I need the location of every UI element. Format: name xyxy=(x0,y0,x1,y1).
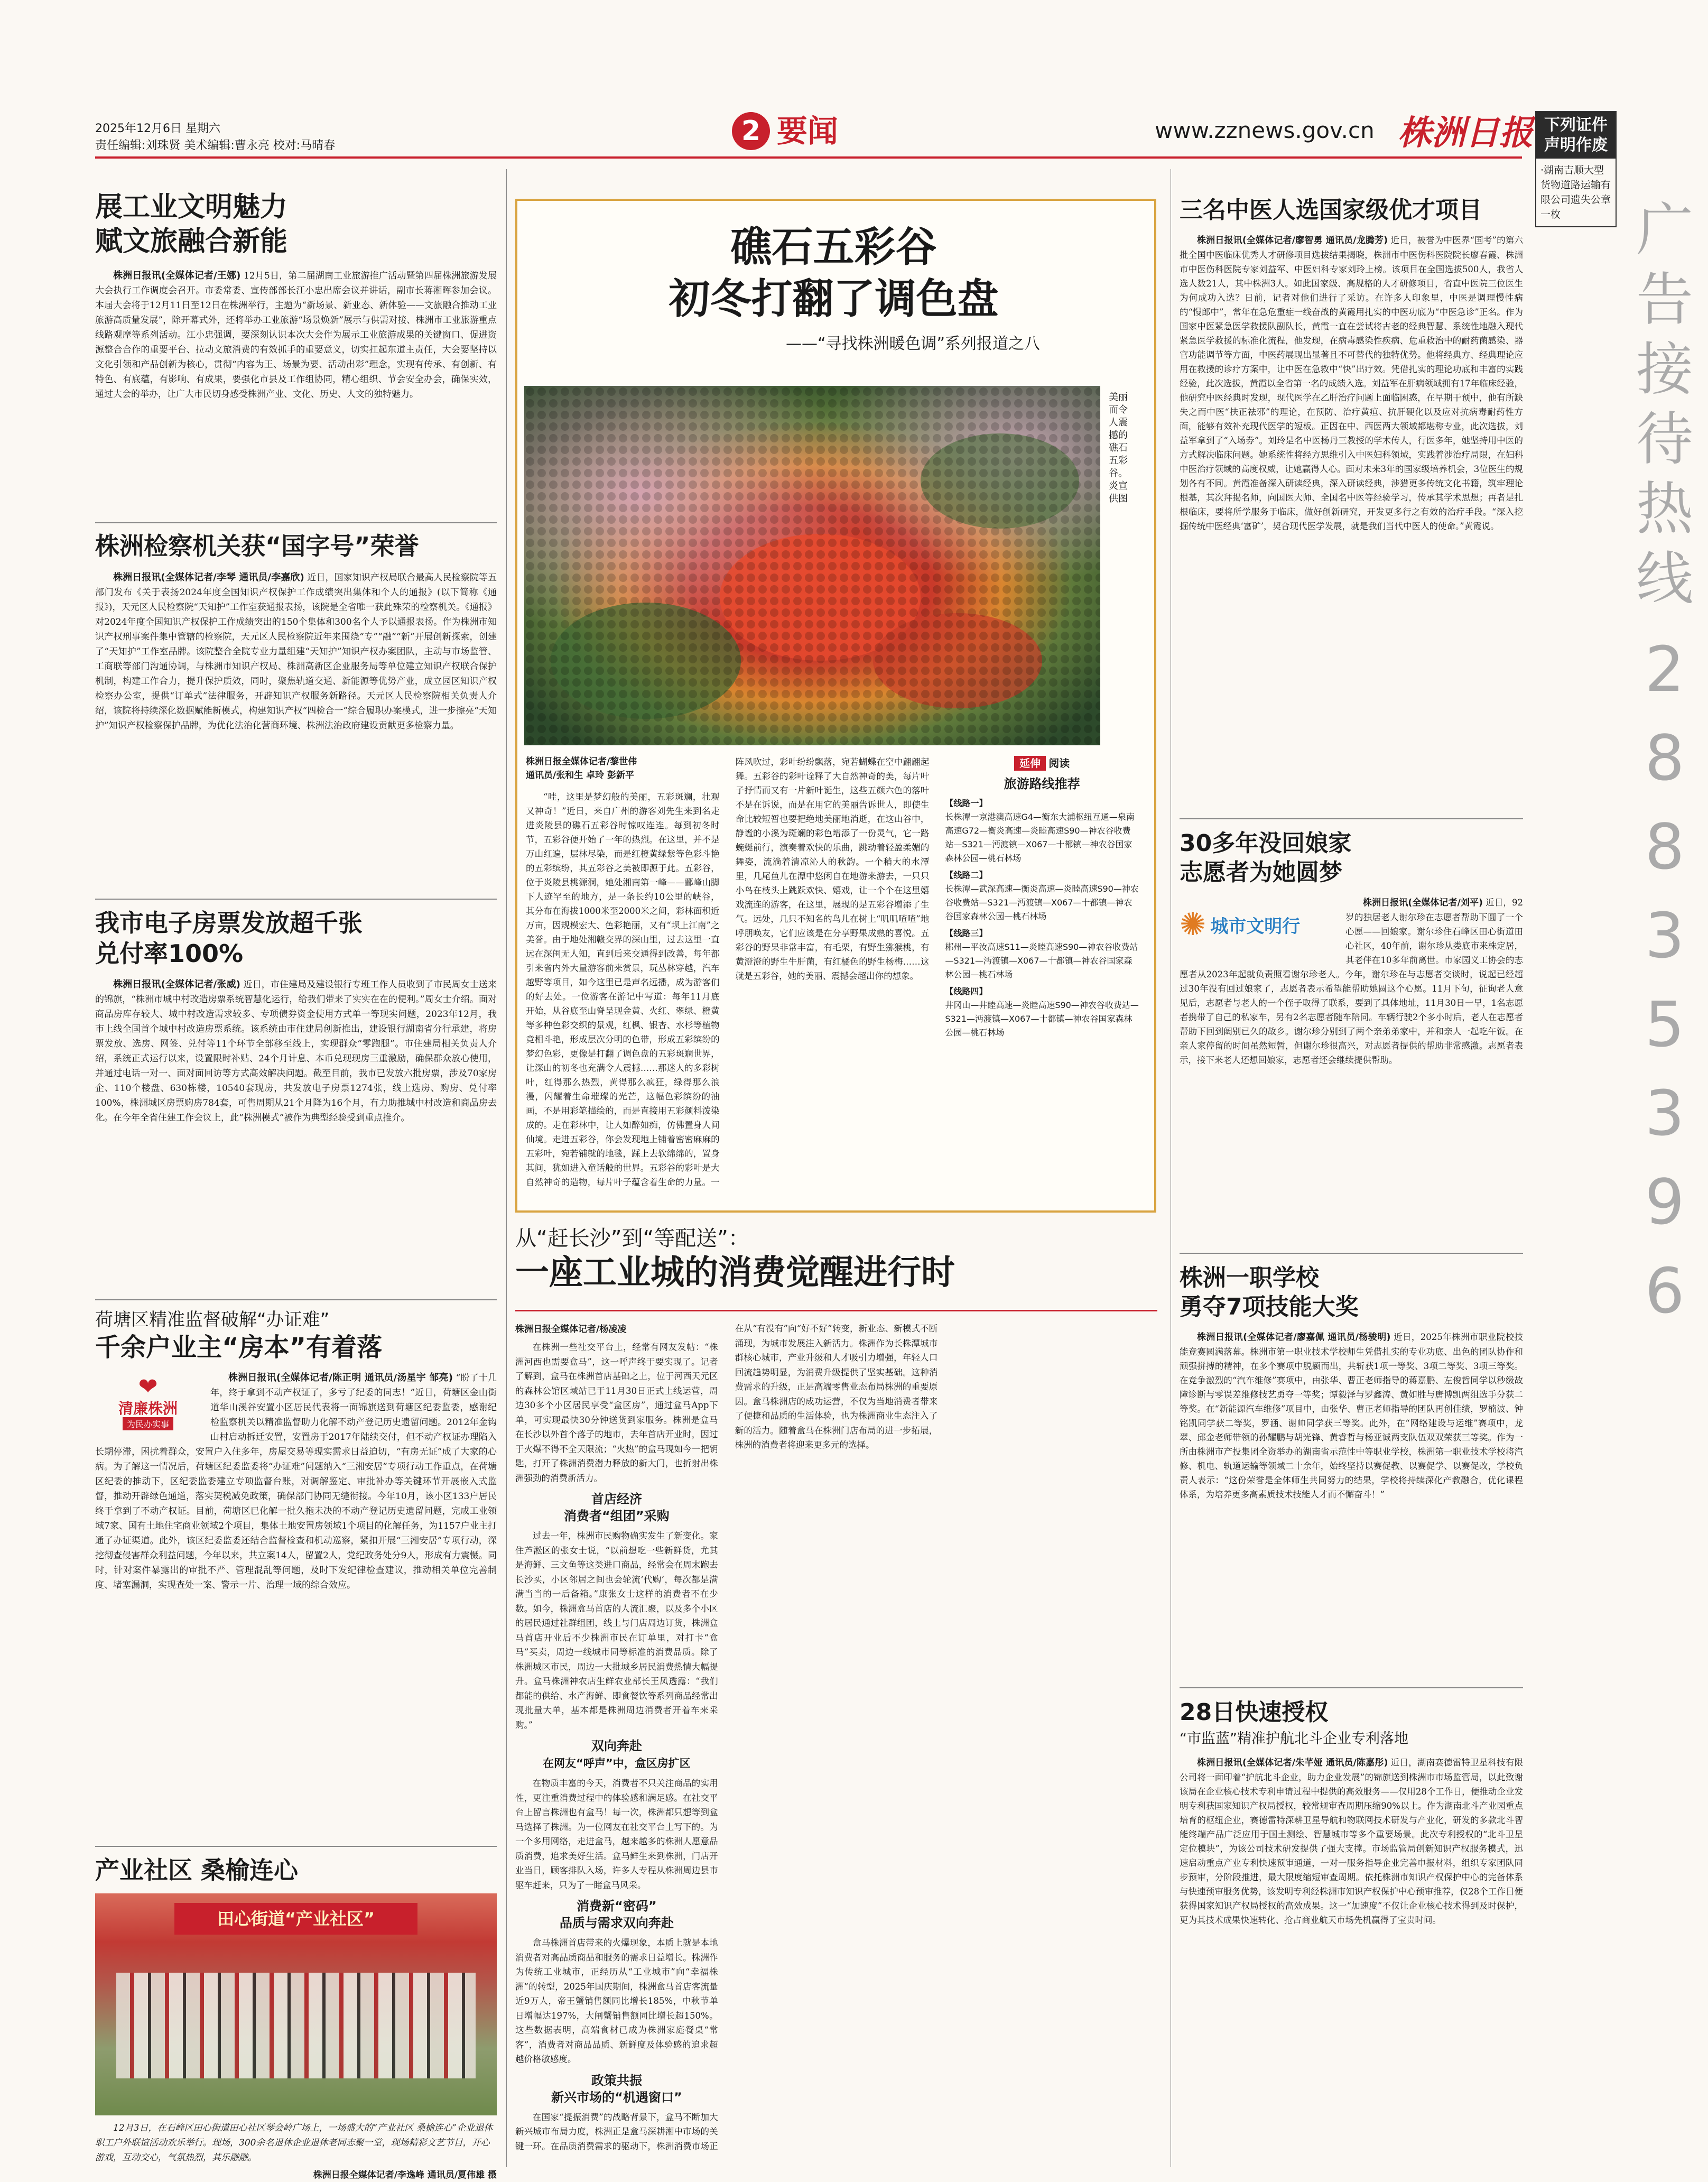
routes-box xyxy=(945,755,1139,1040)
sub4-second: 新兴市场的“机遇窗口” xyxy=(551,2089,682,2105)
route-name: 【线路二】 xyxy=(945,870,988,880)
article-consumption xyxy=(515,1225,1157,1303)
route-text: 井冈山—井睦高速—炎睦高速S90—神农谷收费站—S321—沔渡镇—X067—十都镇—神农谷国家森林公园—桃石林场 xyxy=(945,1000,1139,1038)
page-number-badge: 2 xyxy=(732,112,770,150)
community-photo-caption: 12月3日，在石峰区田心街道田心社区琴会岭广场上，一场盛大的“产业社区 桑榆连心”企业退休职工户外联谊活动欢乐举行。现场，300余名退休企业退休老同志聚一堂，现场精彩文艺节目，开心游戏，互动交心，气氛热烈，其乐融融。 xyxy=(95,2122,493,2163)
article-consumption-body-2: 过去一年，株洲市民购物确实发生了新变化。家住芦淞区的张女士说，“以前想吃一些新鲜货，尤其是海鲜、三文鱼等这类进口商品，经常会在周末跑去长沙买，小区邻居之间也会轮流‘代购’，每次都是满满当当的一后备箱。”康张女士这样的消费者不在少数。如今，株洲盒马首店的人流汇聚，以及多个小区的居民通过社群组团，线上与门店周边订货，株洲盒马首店开业后不少株洲市民在订单里，对打卡“盒马”买卖，周边一线城市同等标准的消费品质。除了株洲城区市民，周边一大批城乡居民消费热情大幅提升。盒马株洲神农店生鲜农业部长王凤透露：“我们都能的供给、水产海鲜、即食餐饮等系列商品经常出现批量大单，基本都是株洲周边消费者开着车来采购。” xyxy=(515,1531,718,1730)
route-item xyxy=(945,797,1139,865)
divider xyxy=(1180,1687,1523,1688)
column-separator xyxy=(506,169,507,2167)
article-consumption-body-3: 在物质丰富的今天，消费者不只关注商品的实用性，更注重消费过程中的体验感和满足感。在社交平台上留言株洲也有盒马！每一次，株洲都只想等到盒马选择了株洲。为一位网友在社交平台上写下的。为一个多用网络，走进盒马，越来越多的株洲人愿意品质消费，追求美好生活。盒马鲜生来到株洲，门店开业当日，顾客排队入场，许多人专程从株洲周边县市驱车赶来，只为了一睹盒马风采。 xyxy=(515,1778,718,1890)
article-consumption-body-4: 盒马株洲首店带来的火爆现象，本质上就是本地消费者对高品质商品和服务的需求日益增长。株洲作为传统工业城市，正经历从“工业城市”向“幸福株洲”的转型，2025年国庆期间，株洲盒马首店客流量近9万人，帝王蟹销售额同比增长185%，中秋节单日增幅达197%，大闸蟹销售额同比增长超150%。这些数据表明，高端食材已成为株洲家庭餐桌“常客”，消费者对商品品质、新鲜度及体验感的追求超越价格敏感度。 xyxy=(515,1938,718,2064)
divider xyxy=(95,1846,497,1847)
sub2-main: 双向奔赴 xyxy=(591,1739,642,1753)
sub4-main: 政策共振 xyxy=(591,2073,642,2088)
page-section-label: 要闻 xyxy=(777,113,839,149)
sub2-second: 在网友“呼声”中，盒区房扩区 xyxy=(543,1757,691,1770)
feature-body: “哇，这里是梦幻般的美丽，五彩斑斓，壮观又神奇！”近日，来自广州的游客刘先生来到名走进炎陵县的礁石五彩谷时惊叹连连。每到初冬时节，五彩谷便开始了一年的热烈。在这里，并不是万山红遍，层林尽染，而是红橙黄绿紫等色彩斗艳的五彩缤纷，其五彩谷之美被即源于此。五彩谷，位于炎陵县桃源洞，她处湘南第一峰——酃峰山脚下人迹罕至的地方，是一条长约10公里的峡谷，其分布在海拔1000米至2000米之间，彩林面积近万亩，因规模宏大、色彩艳丽，又有“坝上江南”之美誉。由于地处湘赣交界的深山里，过去这里一直远在深闺无人知，直到后来交通得到改善，每年都引来省内外大量游客前来赏景，玩丛林穿越，汽车越野等项目，如今这里已是声名远播，成为游客们的好去处。一位游客在游记中写道：每年11月底开始，从谷底至山脊呈现金黄、火红、翠绿、橙黄等多种色彩交织的景观，红枫、银杏、水杉等植物竞相斗艳，形成层次分明的色带，形成五彩缤纷的梦幻色彩，更像是打翻了调色盘的五彩斑斓世界，让深山的初冬也充满令人震撼……那迷人的多彩树叶，红得那么热烈，黄得那么疯狂，绿得那么浪漫，闪耀着生命璀璨的光芒，这幅色彩缤纷的油画，不是用彩笔描绘的，而是直接用五彩颜料泼染成的。走在彩林中，让人如醉如痴，仿佛置身人间仙境。走进五彩谷，你会发现地上铺着密密麻麻的五彩叶，宛若铺就的地毯，踩上去软绵绵的，置身其间，犹如进入童话般的世界。五彩谷的彩叶是大自然神奇的造物，每片叶子蕴含着生命的力量。一阵风吹过，彩叶纷纷飘落，宛若蝴蝶在空中翩翩起舞。五彩谷的彩叶诠释了大自然神奇的美，每片叶子抒情而又有一片新叶诞生，这些五颜六色的落叶不是在诉说，而是在用它的美丽告诉世人，即使生命比较短暂也要把绝地美丽地消逝，在这山谷中，静谧的小溪为斑斓的彩色增添了一份灵气，它一路蜿蜒前行，演奏着欢快的乐曲，跳动着轻盈柔媚的舞姿，流淌着清凉沁人的秋韵。一个稍大的水潭里，几尾鱼儿在潭中悠闲自在地游来游去，一只只小鸟在枝头上跳跃欢快、嬉戏，让一个个在这里嬉戏流连的游客，在这里，展现的是五彩谷增添了生气。远处，几只不知名的鸟儿在树上“叽叽喳喳”地呼朋唤友，它们应该是在分享野果成熟的喜悦。五彩谷的野果非常丰富，有毛栗，有野生猕猴桃，有黄澄澄的野生牛肝菌，有红橘色的野生杨梅……这就是五彩谷，她的美丽、震撼会超出你的想象。 xyxy=(526,757,930,1187)
article-consumption-byline: 株洲日报全媒体记者/杨凌凌 xyxy=(515,1324,627,1335)
article-tcm xyxy=(1180,196,1523,533)
article-consumption-title: 一座工业城的消费觉醒进行时 xyxy=(515,1253,955,1292)
article-patent-body: 近日，湖南赛德雷特卫星科技有限公司将一面印着“护航北斗企业，助力企业发展”的锦旗送到株洲市市场监管局，以此致谢该局在企业核心技术专利申请过程中提供的高效服务——仅用28个工作日，便推动企业发明专利获国家知识产权局授权，较常规审查周期压缩90%以上。作为湖南北斗产业园重点培育的枢纽企业，赛德雷特深耕卫星导航和物联网技术研发与产业化，研发的多款北斗智能终端产品广泛应用于国土测绘、智慧城市等多个重要场景。此次专利授权的“北斗卫星定位模块”，为该公司技术研发提供了强大支撑。市场监管局创新知识产权服务模式，迅速启动重点产业专利快速预审通道，一对一服务指导企业完善申报材料，组织专家团队同步预审，分阶段推进，最大限度缩短审查周期。依托株洲市知识产权保护中心的完备体系与快速预审服务优势，该发明专利经株洲市知识产权保护中心预审推荐，仅28个工作日便获得国家知识产权局授权的高效成果。这一“加速度”不仅让企业核心技术得到及时保护，更为其技术成果快速转化、抢占商业航天市场先机赢得了宝贵时间。 xyxy=(1180,1757,1524,1925)
article-consumption-body-5: 在国家“提振消费”的战略背景下，盒马不断加大新兴城市布局力度，株洲正是盒马深耕湘中市场的关键一环。在品质消费需求的驱动下，株洲消费市场正在从“有没有”向“好不好”转变，新业态、新模式不断涌现，为城市发展注入新活力。株洲作为长株潭城市群核心城市，产业升级和人才吸引力增强，年轻人口回流趋势明显，为消费升级提供了坚实基础。这种消费需求的升级，正是高端零售业态布局株洲的重要原因。盒马株洲店的成功运营，不仅为当地消费者带来了便捷和品质的生活体验，也为株洲商业生态注入了新的活力。随着盒马在株洲门店布局的进一步拓展，株洲的消费者将迎来更多元的选择。 xyxy=(515,1324,938,2151)
feature-title-1: 礁石五彩谷 xyxy=(730,224,937,271)
article-patent-title: 28日快速授权 xyxy=(1180,1699,1329,1726)
sub3-second: 品质与需求双向奔赴 xyxy=(559,1916,674,1930)
article-school-title-1: 株洲一职学校 xyxy=(1180,1264,1319,1291)
article-patent-subtitle: “市监蓝”精准护航北斗企业专利落地 xyxy=(1180,1731,1408,1747)
article-volunteer-title-1: 30多年没回娘家 xyxy=(1180,830,1352,857)
article-hetang-body: “盼了十几年，终于拿到不动产权证了，多亏了纪委的同志！”近日，荷塘区金山街道华山溪谷安置小区居民代表将一面锦旗送到荷塘区纪委监委，感谢纪检监察机关以精准监督助力化解不动产登记历史遗留问题。2012年金钩山村启动拆迁安置，安置房于2017年陆续交付，但不动产权证办理陷入长期停滞，困扰着群众，安置户入住多年，房屋交易等现实需求日益迫切，“有房无证”成了大家的心病。为了解这一情况后，荷塘区纪委监委将“办证难”问题纳入“三湘安居”专项行动工作重点，在荷塘区纪委的推动下，区纪委监委建立专项监督台账，对调解鉴定、审批补办等关键环节开展嵌入式监督，推动开辟绿色通道，落实契税减免政策，确保部门协同无缝衔接。今年10月，该小区133户居民终于拿到了不动产权证。目前，荷塘区已化解一批久拖未决的不动产登记历史遗留问题，完成工业领域7家、国有土地住宅商业领域2个项目，集体土地安置房领域1个项目的化解任务，为1157户业主打通了办证渠道。此外，该区纪委监委还结合监督检查和机动巡察，紧扣开展“三湘安居”专项行动，深挖彻查侵害群众利益问题，今年以来，共立案14人，留置2人，党纪政务处分9人，形成有力震慑。同时，针对案件暴露出的审批不严、管理混乱等问题，及时下发纪律检查建议，推动相关单位完善制度、堵塞漏洞，实现查处一案、警示一片、治理一域的综合效应。 xyxy=(95,1372,497,1591)
route-name: 【线路四】 xyxy=(945,986,988,996)
civic-logo-text: 城市文明行 xyxy=(1210,916,1301,937)
notice-title: 下列证件声明作废 xyxy=(1536,112,1616,159)
ad-hotline xyxy=(1633,196,1696,1940)
clean-zhuzhou-logo-text: 清廉株洲 xyxy=(118,1399,178,1417)
article-procuratorate xyxy=(95,531,497,733)
article-tcm-body: 近日，被誉为中医界“国考”的第六批全国中医临床优秀人才研修项目选拔结果揭晓，株洲市中医伤科医院院长廖春霞、株洲市中医伤科医院专家刘益军、中医妇科专家刘玲上榜。该项目在全国选拔500人，我省人选人数21人，其中株洲3人。如此国家级、高规格的人才研修项目，省直中医院三位医生为何成功入选？日前，记者对他们进行了采访。在许多人印象里，中医是调理慢性病的“慢郎中”，常年在急危重症一线奋战的黄霞用扎实的中医功底为“中医急诊”正名。作为国家中医紧急医学救援队副队长，黄霞一直在尝试将古老的经典智慧、系统性地融入现代紧急医学救援的标准化流程，他发现，在病毒感染性疾病、危重救治中的耐药菌感染、器官功能调节等方面，中医药展现出显著且不可替代的独特优势。他将经典方、经典理论应用在救援的诊疗方案中，让中医在急救中“快”出疗效。凭借扎实的理论功底和丰富的实践经验，此次选拔，黄霞以全省第一名的成绩入选。刘益军在肝病领域拥有17年临床经验，他研究中医经典时发现，现代医学在乙肝治疗问题上面临困惑，在早期干预中，他有所缺失之而中医“扶正祛邪”的理论，在预防、治疗黄疸、抗肝硬化以及应对抗病毒耐药性方面，能够有效补充现代医学的短板。正因在中、西医两大领域都堪称专业，此次选拔，刘益军拿到了“入场券”。刘玲是名中医杨丹三教授的学术传人，行医多年，她坚持用中医的方式解决临床问题。她系统性将经方思维引入中医妇科领域，实践着涉治疗局限，在妇科中医治疗领域的高度权威，让她赢得人心。面对未来3年的国家级培养机会，3位医生的规划各有不同。黄霞准备深入研读经典，深入研读经典，涉猎更多传统文化书籍，筑牢理论根基，其次拜揭名师，向国医大师、全国名中医等经验学习，传承其学术思想；再者是扎根临床，要将所学服务于临床，做好创新研究，开发更多行之有效的治疗手段。“深入挖掘传统中医经典‘富矿’，契合现代医学发展，就是我们当代中医人的使命。”黄霞说。 xyxy=(1180,235,1524,531)
routes-tag: 延伸 xyxy=(1014,756,1046,771)
ad-phone: 28835396 xyxy=(1645,633,1685,1327)
article-consumption-sub-4 xyxy=(515,2072,718,2106)
article-tickets-body: 近日，市住建局及建设银行专班工作人员收到了市民周女士送来的锦旗，“株洲市城中村改造房票系统智慧化运行，给我们带来了实实在在的便利。”周女士介绍。面对商品房库存较大、城中村改造需求较多、专项债券资金使用方式单一等现实问题，2023年12月，我市上线全国首个城中村改造房票系统。该系统由市住建局创新推出，建设银行湖南省分行承建，将房票发放、选房、网签、兑付等11个环节全部移至线上，实现群众“零跑腿”。市住建局相关负责人介绍，系统正式运行以来，设置限时补贴、24个月计息、本币兑现现房三重激励，确保群众放心使用，并通过电话一对一、面对面回访等方式高效解决问题。截至目前，我市已发放六批房票，涉及70家房企、110个楼盘、630栋楼，10540套现房，共发放电子房票1274张，线上选房、购房、兑付率100%，株洲城区房票购房784套，可售周期从21个月降为16个月，有力助推城中村改造和商品房去化。在今年全省住建工作会议上，此“株洲模式”被作为典型经验受到重点推介。 xyxy=(95,979,497,1123)
sub3-main: 消费新“密码” xyxy=(577,1899,657,1913)
feature-text-area xyxy=(526,755,1139,1199)
route-name: 【线路三】 xyxy=(945,928,988,938)
article-industry xyxy=(95,190,497,402)
sub1-second: 消费者“组团”采购 xyxy=(564,1509,670,1523)
article-volunteer-byline: 株洲日报讯(全媒体记者/刘平) xyxy=(1363,898,1483,908)
divider xyxy=(95,899,497,900)
article-school-byline: 株洲日报讯(全媒体记者/廖嘉佩 通讯员/杨骏明) xyxy=(1197,1332,1391,1343)
article-tickets-title-2: 兑付率100% xyxy=(95,939,244,968)
article-industry-byline: 株洲日报讯(全媒体记者/王娜) xyxy=(113,270,241,281)
article-procuratorate-title: 株洲检察机关获“国字号”荣誉 xyxy=(95,532,419,560)
route-item xyxy=(945,927,1139,982)
feature-byline-1: 株洲日报全媒体记者/黎世伟 xyxy=(526,756,637,767)
route-item xyxy=(945,985,1139,1040)
paper-logo: 株洲日报 xyxy=(1398,113,1533,153)
masthead-rule xyxy=(95,156,1522,159)
article-procuratorate-byline: 株洲日报讯(全媒体记者/李琴 通讯员/李嘉欣) xyxy=(113,571,304,583)
article-hetang-kicker: 荷塘区精准监督破解“办证难” xyxy=(95,1309,330,1330)
article-school-title-2: 勇夺7项技能大奖 xyxy=(1180,1293,1359,1320)
divider xyxy=(1180,818,1523,819)
divider xyxy=(95,522,497,523)
community-photo-credit: 株洲日报全媒体记者/李逸峰 通讯员/夏伟雄 摄 xyxy=(313,2169,497,2180)
heart-icon: ❤ xyxy=(138,1373,158,1400)
issue-date: 2025年12月6日 星期六 xyxy=(95,122,220,135)
divider xyxy=(1180,1253,1523,1254)
article-procuratorate-body: 近日，国家知识产权局联合最高人民检察院等五部门发布《关于表扬2024年度全国知识产权保护工作成绩突出集体和个人的通报》(以下简称《通报》)，天元区人民检察院“天知护”工作室获通报表扬，该院是全省唯一获此殊荣的检察机关。《通报》对2024年度全国知识产权保护工作成绩突出的150个集体和300名个人予以通报表扬。作为株洲市知识产权刑事案件集中管辖的检察院，天元区人民检察院近年来围绕“专”“融”“新”开展创新探索，创建了“天知护”工作室品牌。该院整合全院专业力量组建“天知护”知识产权办案团队，主动与市场监管、工商联等部门沟通协调，与株洲市知识产权局、株洲高新区企业服务局等单位建立知识产权联合保护机制，构建工作合力，提升保护质效，同时，聚焦轨道交通、新能源等优势产业，成立园区知识产权检察办公室，提供“订单式”法律服务，开辟知识产权服务新路径。天元区人民检察院相关负责人介绍，该院将持续深化数据赋能新模式，构建知识产权“四检合一”综合履职办案模式，进一步擦亮“天知护”知识产权检察保护品牌，为优化法治化营商环境、株洲法治政府建设贡献更多检察力量。 xyxy=(95,572,497,731)
route-text: 长株潭—武深高速—衡炎高速—炎睦高速S90—神农谷收费站—S321—沔渡镇—X067—十都镇—神农谷国家森林公园—桃石林场 xyxy=(945,884,1139,921)
clean-zhuzhou-logo-sub: 为民办实事 xyxy=(123,1417,173,1430)
notice-body: ·湖南吉顺大型货物道路运输有限公司遗失公章一枚 xyxy=(1540,164,1611,220)
feature-subtitle: ——“寻找株洲暖色调”系列报道之八 xyxy=(785,335,1041,353)
civic-logo xyxy=(1180,895,1338,954)
routes-list xyxy=(945,797,1139,1040)
article-school-body: 近日，2025年株洲市职业院校技能竞赛圆满落幕。株洲市第一职业技术学校师生凭借扎实的专业功底、出色的团队协作和顽强拼搏的精神，在多个赛项中脱颖而出，共斩获1项一等奖、3项二等奖、3项三等奖。在竞争激烈的“汽车维修”赛项中，由张华、曹正老师指导的蒋嘉鹏、左俊哲同学以秒级故障诊断与零误差维修技艺勇夺一等奖；谭毅泽与罗鑫涛、黄如胜与唐博凯两组选手分获二等奖。在“新能源汽车维修”项目中，由张华、曹正老师指导的团队再创佳绩，罗楠波、钟铭凯同学获二等奖，罗涵、谢帅同学获三等奖。此外，在“网络建设与运维”赛项中，龙翠、邱金老师带领的孙耀鹏与胡光锋、黄睿哲与杨亚诚两支队伍双双荣获三等奖。作为一所由株洲市产投集团全资举办的湖南省示范性中等职业学校，株洲第一职业技术学校将汽修、机电、轨道运输等领域二十余年，始终坚持以赛促教、以赛促学、以赛促改，学校负责人表示：“这份荣誉是全体师生共同努力的结果，学校将持续深化产教融合，优化课程体系，为培养更多高素质技术技能人才而不懈奋斗！” xyxy=(1180,1332,1524,1500)
article-school xyxy=(1180,1263,1523,1502)
article-tickets xyxy=(95,908,497,1125)
feature-photo xyxy=(524,386,1100,745)
notice-box xyxy=(1535,111,1617,227)
feature-byline-2: 通讯员/张和生 卓玲 彭新平 xyxy=(526,770,635,781)
editors-line: 责任编辑:刘珠贤 美术编辑:曹永亮 校对:马晴春 xyxy=(95,139,336,152)
article-tickets-byline: 株洲日报讯(全媒体记者/张威) xyxy=(113,979,240,990)
clean-zhuzhou-logo xyxy=(95,1374,201,1432)
article-consumption-body-1: 在株洲一些社交平台上，经常有网友发帖：“株洲河西也需要盒马”，这一呼声终于要实现了。记者了解到，盒马在株洲首店基础之上，位于河西天元区的森林公馆区域站已于11月30日正式上线运营，周边30多个小区居民享受“盒区房”，通过盒马App下单，可实现最快30分钟送货到家服务。株洲是盒马在长沙以外首个落子的地市，去年首店开业时，因过于火爆不得不全天限流；“火热”的盒马现如今一把钥匙，打开了株洲消费潜力释放的新大门，也折射出株洲强劲的消费新活力。 xyxy=(515,1342,718,1483)
civic-swirl-icon: ✺ xyxy=(1180,906,1206,943)
route-name: 【线路一】 xyxy=(945,798,988,808)
community-photo xyxy=(95,1893,497,2115)
ad-text: 广告接待热线 xyxy=(1636,197,1693,612)
article-patent-byline: 株洲日报讯(全媒体记者/朱芊娅 通讯员/陈嘉彤) xyxy=(1197,1757,1388,1768)
article-hetang-byline: 株洲日报讯(全媒体记者/陈正明 通讯员/汤星宇 邹亮) xyxy=(228,1372,453,1383)
article-tcm-byline: 株洲日报讯(全媒体记者/廖智勇 通讯员/龙腾芳) xyxy=(1197,235,1388,246)
article-industry-title-1: 展工业文明魅力 xyxy=(95,191,288,223)
article-tickets-title-1: 我市电子房票发放超千张 xyxy=(95,909,363,937)
routes-title: 旅游路线推荐 xyxy=(1004,776,1080,791)
feature-header xyxy=(515,222,1152,354)
article-tcm-title: 三名中医人选国家级优才项目 xyxy=(1180,197,1482,224)
article-hetang-title: 千余户业主“房本”有着落 xyxy=(95,1332,383,1362)
article-consumption-kicker: 从“赶长沙”到“等配送”： xyxy=(515,1226,749,1251)
article-consumption-text xyxy=(515,1321,1157,2162)
feature-photo-caption: 美丽而令人震撼的礁石五彩谷。 炎宣 供图 xyxy=(1109,392,1128,504)
routes-tag-rest: 阅读 xyxy=(1048,757,1070,770)
article-consumption-sub-2 xyxy=(515,1737,718,1772)
article-volunteer xyxy=(1180,829,1523,1067)
article-industry-body: 12月5日，第二届湖南工业旅游推广活动暨第四届株洲旅游发展大会执行工作调度会召开。市委常委、宣传部部长江小忠出席会议并讲话，副市长蒋湘晖参加会议。本届大会将于12月11日至12日在株洲举行，主题为“新场景、新业态、新体验——文旅融合推动工业旅游高质量发展”，除开幕式外，还将举办工业旅游“场景焕新”展示与供需对接、株洲市工业旅游重点线路观摩等系列活动。江小忠强调，要深刻认识本次大会作为展示工业旅游成果的关键窗口、促进资源整合合作的重要平台、拉动文旅消费的有效抓手的重要意义，切实扛起东道主责任，大会要坚持以文化引领和产品创新为核心，贯彻“内容为王、场景为要、活动出彩”理念，实现有传承、有创新、有特色、有底蕴，有影响、有成果，要强化市县及工作组协同，精心组织、节会安全办会，确保实效，通过大会的举办，让广大市民切身感受株洲产业、文化、历史、人文的独特魅力。 xyxy=(95,271,497,400)
article-industry-title-2: 赋文旅融合新能 xyxy=(95,226,288,257)
article-hetang xyxy=(95,1309,497,1593)
article-community xyxy=(95,1855,497,2180)
route-text: 郴州—平汝高速S11—炎睦高速S90—神农谷收费站—S321—沔渡镇—X067—十都镇—神农谷国家森林公园—桃石林场 xyxy=(945,942,1138,979)
routes-tag-line xyxy=(945,755,1139,770)
article-consumption-sub-1 xyxy=(515,1491,718,1524)
article-community-title: 产业社区 桑榆连心 xyxy=(95,1856,299,1884)
divider xyxy=(95,1299,497,1300)
site-url: www.zznews.gov.cn xyxy=(1155,117,1375,143)
performers-figures xyxy=(116,1973,476,2078)
article-consumption-sub-3 xyxy=(515,1898,718,1931)
feature-title-2: 初冬打翻了调色盘 xyxy=(669,275,999,323)
article-volunteer-title-2: 志愿者为她圆梦 xyxy=(1180,859,1342,886)
article-patent xyxy=(1180,1698,1523,1927)
article-volunteer-body: 近日，92岁的独居老人谢尔珍在志愿者帮助下圆了一个心愿——回娘家。谢尔珍住石峰区田心街道田心社区，40年前，谢尔珍从娄底市来株定居，其老伴在10多年前离世。市家园义工协会的志愿者从2023年起就负责照看谢尔珍老人。今年，谢尔珍在与志愿者交谈时，说起已经超过30年没有回过娘家了，志愿者表示希望能帮助她圆这个心愿。11月下旬，征询老人意见后，志愿者与老人的一个侄子取得了联系，要到了具体地址，11月30日一早，1名志愿者携带了自己的私家车，另有2名志愿者随车陪同。车辆行驶2个多小时后，老人在志愿者帮助下回到阔别已久的故乡。谢尔珍分别到了两个亲弟弟家中，并和亲人一起吃午饭。在亲人家停留的时间虽然短暂，但谢尔珍很高兴，对志愿者提供的帮助非常感激。志愿者表示，接下来老人还想回娘家，志愿者还会继续提供帮助。 xyxy=(1180,898,1524,1065)
route-item xyxy=(945,868,1139,923)
route-text: 长株潭一京港澳高速G4—衡东大浦枢纽互通—泉南高速G72—衡炎高速—炎睦高速S90—神农谷收费站—S321—沔渡镇—X067—十都镇—神农谷国家森林公园—桃石林场 xyxy=(945,812,1135,863)
community-photo-banner: 田心街道“产业社区” xyxy=(174,1903,417,1935)
sub1-main: 首店经济 xyxy=(591,1492,642,1506)
forest-aerial-illustration xyxy=(524,386,1100,745)
consumption-rule xyxy=(515,1310,1157,1311)
